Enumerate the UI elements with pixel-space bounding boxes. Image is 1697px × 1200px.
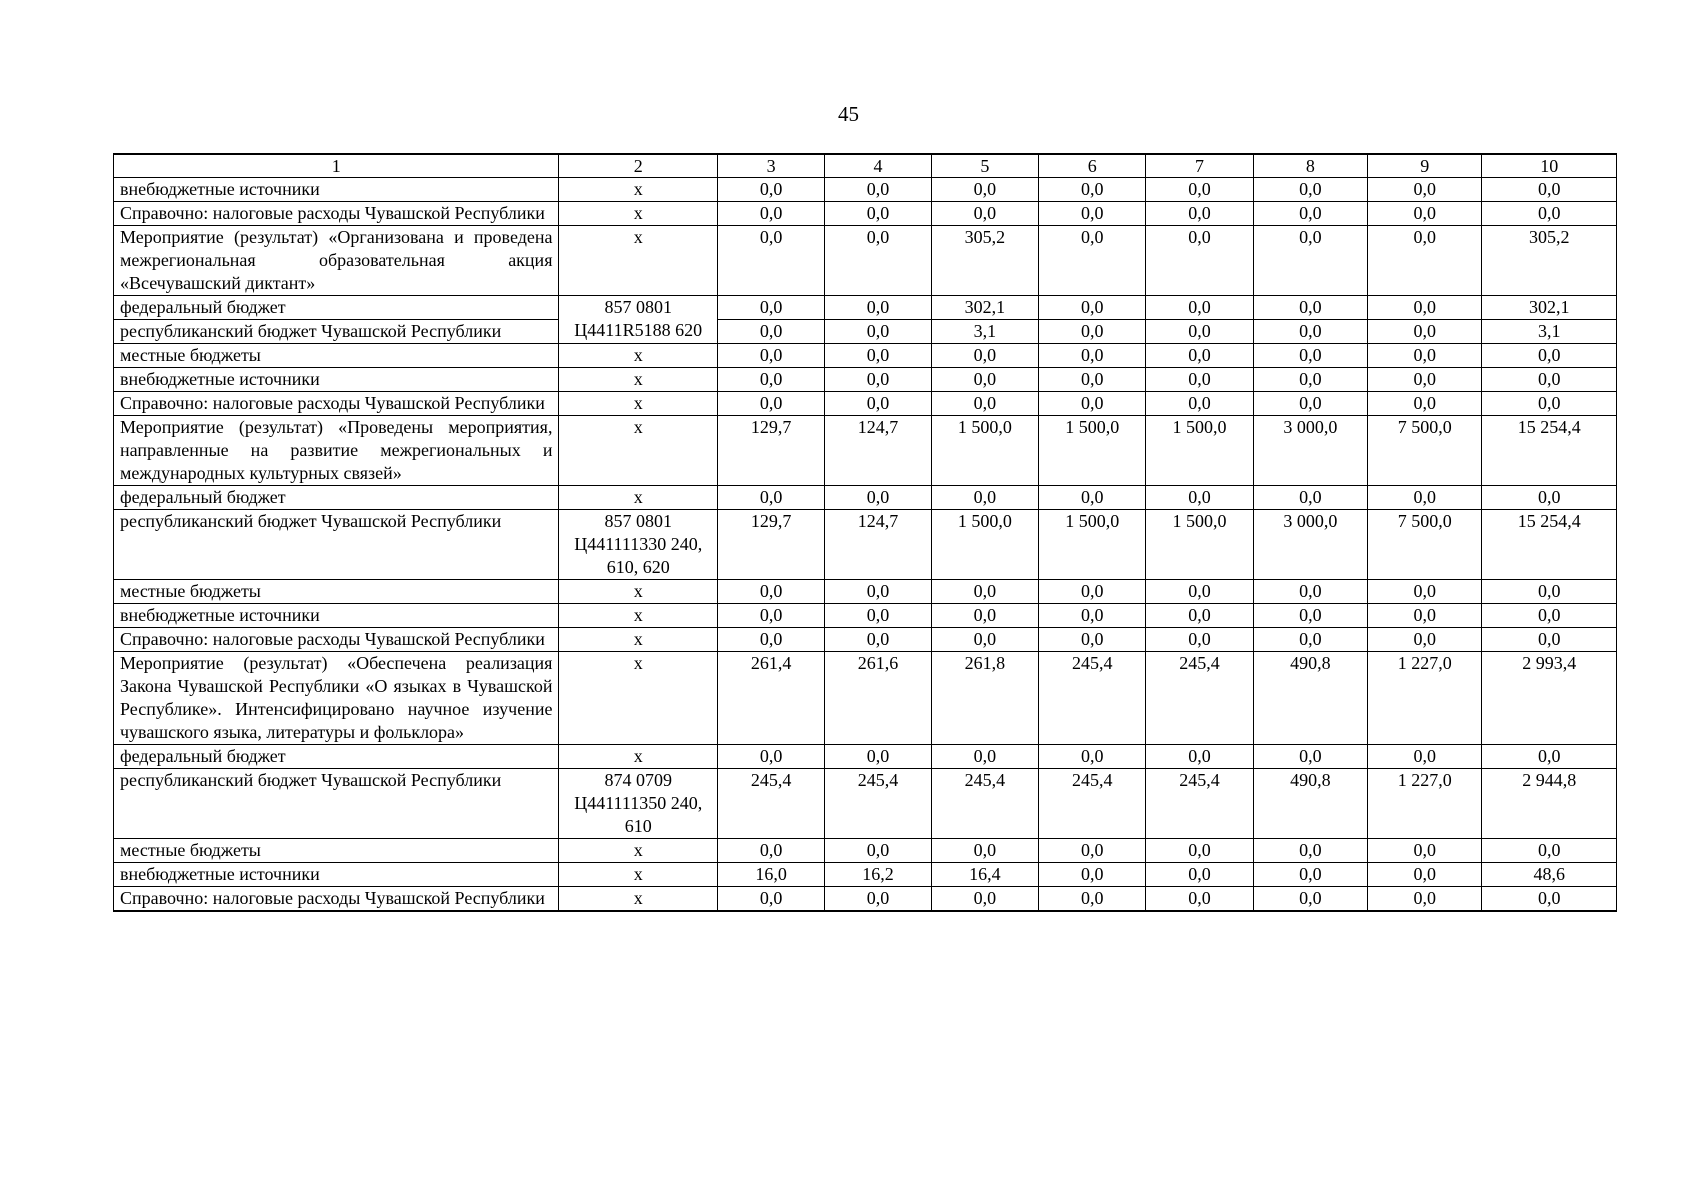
budget-table [113, 153, 1617, 912]
budget-code-cell: х [559, 416, 718, 486]
value-cell: 0,0 [717, 604, 824, 628]
value-cell: 129,7 [717, 510, 824, 580]
value-cell: 0,0 [717, 392, 824, 416]
budget-code-cell: х [559, 178, 718, 202]
value-cell: 3 000,0 [1253, 510, 1367, 580]
value-cell: 129,7 [717, 416, 824, 486]
value-cell: 0,0 [1253, 344, 1367, 368]
row-label: федеральный бюджет [114, 745, 559, 769]
table-row [114, 863, 1617, 887]
value-cell: 0,0 [1253, 628, 1367, 652]
value-cell: 261,4 [717, 652, 824, 745]
value-cell: 0,0 [1368, 392, 1482, 416]
budget-code-cell: х [559, 604, 718, 628]
table-row [114, 296, 1617, 320]
value-cell: 0,0 [1146, 344, 1253, 368]
value-cell: 0,0 [931, 392, 1038, 416]
row-label: внебюджетные источники [114, 368, 559, 392]
value-cell: 1 500,0 [1039, 510, 1146, 580]
value-cell: 0,0 [1482, 839, 1617, 863]
value-cell: 48,6 [1482, 863, 1617, 887]
table-row [114, 320, 1617, 344]
column-header: 9 [1368, 154, 1482, 178]
value-cell: 245,4 [931, 769, 1038, 839]
value-cell: 245,4 [717, 769, 824, 839]
value-cell: 0,0 [931, 839, 1038, 863]
value-cell: 0,0 [1482, 604, 1617, 628]
value-cell: 0,0 [1482, 202, 1617, 226]
value-cell: 0,0 [1253, 863, 1367, 887]
row-label: внебюджетные источники [114, 604, 559, 628]
value-cell: 1 500,0 [931, 510, 1038, 580]
table-row [114, 628, 1617, 652]
value-cell: 0,0 [931, 628, 1038, 652]
value-cell: 0,0 [931, 178, 1038, 202]
row-label: Мероприятие (результат) «Проведены мероприятия, направленные на развитие межрегиональных и международных культурных связей» [114, 416, 559, 486]
budget-code-cell: х [559, 580, 718, 604]
value-cell: 0,0 [825, 745, 931, 769]
value-cell: 490,8 [1253, 652, 1367, 745]
table-row [114, 226, 1617, 296]
value-cell: 0,0 [1368, 887, 1482, 912]
value-cell: 0,0 [717, 202, 824, 226]
budget-code-cell: х [559, 486, 718, 510]
value-cell: 0,0 [1039, 178, 1146, 202]
value-cell: 0,0 [1146, 486, 1253, 510]
budget-code-cell: х [559, 652, 718, 745]
value-cell: 0,0 [717, 628, 824, 652]
budget-code-cell: х [559, 392, 718, 416]
value-cell: 0,0 [717, 178, 824, 202]
value-cell: 0,0 [931, 887, 1038, 912]
row-label: Мероприятие (результат) «Организована и проведена межрегиональная образовательная акция «Всечувашский диктант» [114, 226, 559, 296]
value-cell: 0,0 [1368, 628, 1482, 652]
value-cell: 0,0 [717, 580, 824, 604]
value-cell: 0,0 [1482, 392, 1617, 416]
value-cell: 0,0 [717, 344, 824, 368]
table-row [114, 392, 1617, 416]
table-row [114, 486, 1617, 510]
row-label: внебюджетные источники [114, 178, 559, 202]
value-cell: 0,0 [717, 368, 824, 392]
value-cell: 0,0 [825, 628, 931, 652]
value-cell: 15 254,4 [1482, 510, 1617, 580]
row-label: республиканский бюджет Чувашской Республики [114, 320, 559, 344]
value-cell: 0,0 [1368, 486, 1482, 510]
row-label: федеральный бюджет [114, 486, 559, 510]
value-cell: 0,0 [825, 344, 931, 368]
row-label: Справочно: налоговые расходы Чувашской Республики [114, 887, 559, 912]
value-cell: 0,0 [825, 368, 931, 392]
value-cell: 0,0 [1253, 226, 1367, 296]
table-row [114, 652, 1617, 745]
budget-code-cell: 874 0709 Ц441111350 240, 610 [559, 769, 718, 839]
value-cell: 0,0 [1146, 226, 1253, 296]
value-cell: 0,0 [825, 580, 931, 604]
value-cell: 0,0 [1039, 202, 1146, 226]
column-header: 1 [114, 154, 559, 178]
value-cell: 3 000,0 [1253, 416, 1367, 486]
value-cell: 7 500,0 [1368, 416, 1482, 486]
value-cell: 0,0 [1482, 486, 1617, 510]
budget-code-cell: х [559, 226, 718, 296]
table-row [114, 745, 1617, 769]
row-label: Справочно: налоговые расходы Чувашской Республики [114, 202, 559, 226]
value-cell: 1 500,0 [1039, 416, 1146, 486]
value-cell: 0,0 [825, 839, 931, 863]
value-cell: 0,0 [1146, 202, 1253, 226]
value-cell: 0,0 [931, 202, 1038, 226]
value-cell: 0,0 [1146, 178, 1253, 202]
budget-code-cell: 857 0801 Ц441111330 240, 610, 620 [559, 510, 718, 580]
value-cell: 0,0 [1482, 178, 1617, 202]
row-label: местные бюджеты [114, 839, 559, 863]
value-cell: 0,0 [931, 344, 1038, 368]
value-cell: 0,0 [1253, 296, 1367, 320]
value-cell: 302,1 [931, 296, 1038, 320]
value-cell: 0,0 [1146, 604, 1253, 628]
value-cell: 0,0 [1146, 887, 1253, 912]
value-cell: 0,0 [1368, 863, 1482, 887]
value-cell: 245,4 [1146, 652, 1253, 745]
value-cell: 0,0 [1146, 296, 1253, 320]
table-row [114, 887, 1617, 912]
value-cell: 0,0 [1039, 580, 1146, 604]
column-header: 8 [1253, 154, 1367, 178]
value-cell: 0,0 [931, 604, 1038, 628]
value-cell: 0,0 [717, 887, 824, 912]
value-cell: 0,0 [931, 580, 1038, 604]
value-cell: 0,0 [1146, 839, 1253, 863]
value-cell: 0,0 [1482, 580, 1617, 604]
page-number: 45 [838, 102, 859, 126]
value-cell: 0,0 [717, 320, 824, 344]
value-cell: 0,0 [825, 486, 931, 510]
table-row [114, 202, 1617, 226]
value-cell: 0,0 [931, 368, 1038, 392]
value-cell: 1 227,0 [1368, 652, 1482, 745]
value-cell: 0,0 [825, 604, 931, 628]
table-row [114, 839, 1617, 863]
table-row [114, 604, 1617, 628]
table-row [114, 368, 1617, 392]
column-header: 10 [1482, 154, 1617, 178]
value-cell: 124,7 [825, 510, 931, 580]
value-cell: 0,0 [1039, 863, 1146, 887]
value-cell: 0,0 [1253, 368, 1367, 392]
value-cell: 1 500,0 [1146, 510, 1253, 580]
budget-code-cell: 857 0801 Ц4411R5188 620 [559, 296, 718, 344]
value-cell: 124,7 [825, 416, 931, 486]
value-cell: 0,0 [1039, 745, 1146, 769]
value-cell: 0,0 [1482, 628, 1617, 652]
value-cell: 0,0 [825, 202, 931, 226]
value-cell: 261,6 [825, 652, 931, 745]
budget-code-cell: х [559, 368, 718, 392]
table-body [114, 154, 1617, 911]
value-cell: 490,8 [1253, 769, 1367, 839]
value-cell: 0,0 [1146, 320, 1253, 344]
value-cell: 1 500,0 [931, 416, 1038, 486]
value-cell: 0,0 [1368, 226, 1482, 296]
value-cell: 0,0 [1368, 320, 1482, 344]
value-cell: 0,0 [1146, 580, 1253, 604]
value-cell: 0,0 [931, 745, 1038, 769]
table-row [114, 580, 1617, 604]
budget-code-cell: х [559, 887, 718, 912]
value-cell: 0,0 [1253, 202, 1367, 226]
value-cell: 2 993,4 [1482, 652, 1617, 745]
table-row [114, 769, 1617, 839]
value-cell: 0,0 [1253, 392, 1367, 416]
value-cell: 0,0 [825, 887, 931, 912]
value-cell: 0,0 [931, 486, 1038, 510]
value-cell: 16,4 [931, 863, 1038, 887]
value-cell: 0,0 [1039, 368, 1146, 392]
value-cell: 0,0 [717, 486, 824, 510]
budget-code-cell: х [559, 745, 718, 769]
budget-code-cell: х [559, 344, 718, 368]
value-cell: 0,0 [1039, 887, 1146, 912]
budget-code-cell: х [559, 839, 718, 863]
value-cell: 302,1 [1482, 296, 1617, 320]
value-cell: 0,0 [1253, 604, 1367, 628]
value-cell: 0,0 [1253, 320, 1367, 344]
value-cell: 15 254,4 [1482, 416, 1617, 486]
table-row [114, 344, 1617, 368]
value-cell: 0,0 [1039, 628, 1146, 652]
value-cell: 0,0 [1368, 368, 1482, 392]
value-cell: 1 500,0 [1146, 416, 1253, 486]
value-cell: 0,0 [1039, 320, 1146, 344]
value-cell: 0,0 [1482, 745, 1617, 769]
value-cell: 0,0 [1146, 368, 1253, 392]
column-header: 2 [559, 154, 718, 178]
table-row [114, 510, 1617, 580]
value-cell: 261,8 [931, 652, 1038, 745]
row-label: республиканский бюджет Чувашской Республики [114, 510, 559, 580]
column-header: 6 [1039, 154, 1146, 178]
value-cell: 0,0 [1253, 580, 1367, 604]
value-cell: 0,0 [1368, 580, 1482, 604]
row-label: федеральный бюджет [114, 296, 559, 320]
value-cell: 0,0 [1146, 628, 1253, 652]
value-cell: 2 944,8 [1482, 769, 1617, 839]
value-cell: 1 227,0 [1368, 769, 1482, 839]
column-header: 7 [1146, 154, 1253, 178]
value-cell: 0,0 [717, 839, 824, 863]
budget-code-cell: х [559, 202, 718, 226]
column-header: 3 [717, 154, 824, 178]
column-header: 4 [825, 154, 931, 178]
row-label: Справочно: налоговые расходы Чувашской Республики [114, 628, 559, 652]
value-cell: 245,4 [1039, 769, 1146, 839]
value-cell: 0,0 [1482, 887, 1617, 912]
value-cell: 0,0 [1253, 839, 1367, 863]
column-header: 5 [931, 154, 1038, 178]
value-cell: 0,0 [1039, 344, 1146, 368]
budget-code-cell: х [559, 863, 718, 887]
value-cell: 0,0 [1039, 226, 1146, 296]
value-cell: 0,0 [717, 226, 824, 296]
value-cell: 3,1 [1482, 320, 1617, 344]
value-cell: 0,0 [825, 226, 931, 296]
table-row [114, 178, 1617, 202]
value-cell: 0,0 [1368, 839, 1482, 863]
value-cell: 16,0 [717, 863, 824, 887]
value-cell: 7 500,0 [1368, 510, 1482, 580]
value-cell: 0,0 [1039, 296, 1146, 320]
value-cell: 0,0 [1146, 745, 1253, 769]
value-cell: 0,0 [1368, 178, 1482, 202]
table-row [114, 416, 1617, 486]
value-cell: 0,0 [1146, 392, 1253, 416]
value-cell: 245,4 [1146, 769, 1253, 839]
table-header-row [114, 154, 1617, 178]
value-cell: 0,0 [1146, 863, 1253, 887]
value-cell: 0,0 [717, 296, 824, 320]
budget-code-cell: х [559, 628, 718, 652]
value-cell: 0,0 [1039, 486, 1146, 510]
value-cell: 0,0 [1039, 392, 1146, 416]
value-cell: 16,2 [825, 863, 931, 887]
value-cell: 245,4 [1039, 652, 1146, 745]
value-cell: 0,0 [717, 745, 824, 769]
value-cell: 0,0 [825, 296, 931, 320]
value-cell: 0,0 [1482, 344, 1617, 368]
value-cell: 0,0 [825, 392, 931, 416]
value-cell: 305,2 [931, 226, 1038, 296]
value-cell: 305,2 [1482, 226, 1617, 296]
row-label: внебюджетные источники [114, 863, 559, 887]
value-cell: 0,0 [825, 320, 931, 344]
row-label: Справочно: налоговые расходы Чувашской Республики [114, 392, 559, 416]
value-cell: 0,0 [1368, 344, 1482, 368]
value-cell: 0,0 [1368, 202, 1482, 226]
value-cell: 0,0 [825, 178, 931, 202]
row-label: местные бюджеты [114, 344, 559, 368]
value-cell: 0,0 [1253, 178, 1367, 202]
value-cell: 0,0 [1368, 604, 1482, 628]
value-cell: 0,0 [1368, 296, 1482, 320]
value-cell: 0,0 [1039, 604, 1146, 628]
value-cell: 0,0 [1253, 887, 1367, 912]
value-cell: 0,0 [1253, 486, 1367, 510]
value-cell: 0,0 [1039, 839, 1146, 863]
row-label: Мероприятие (результат) «Обеспечена реализация Закона Чувашской Республики «О языках в Чувашской Республике». Интенсифицировано научное изучение чувашского языка, литературы и фольклора» [114, 652, 559, 745]
row-label: республиканский бюджет Чувашской Республики [114, 769, 559, 839]
value-cell: 0,0 [1482, 368, 1617, 392]
value-cell: 0,0 [1253, 745, 1367, 769]
value-cell: 0,0 [1368, 745, 1482, 769]
row-label: местные бюджеты [114, 580, 559, 604]
value-cell: 245,4 [825, 769, 931, 839]
value-cell: 3,1 [931, 320, 1038, 344]
